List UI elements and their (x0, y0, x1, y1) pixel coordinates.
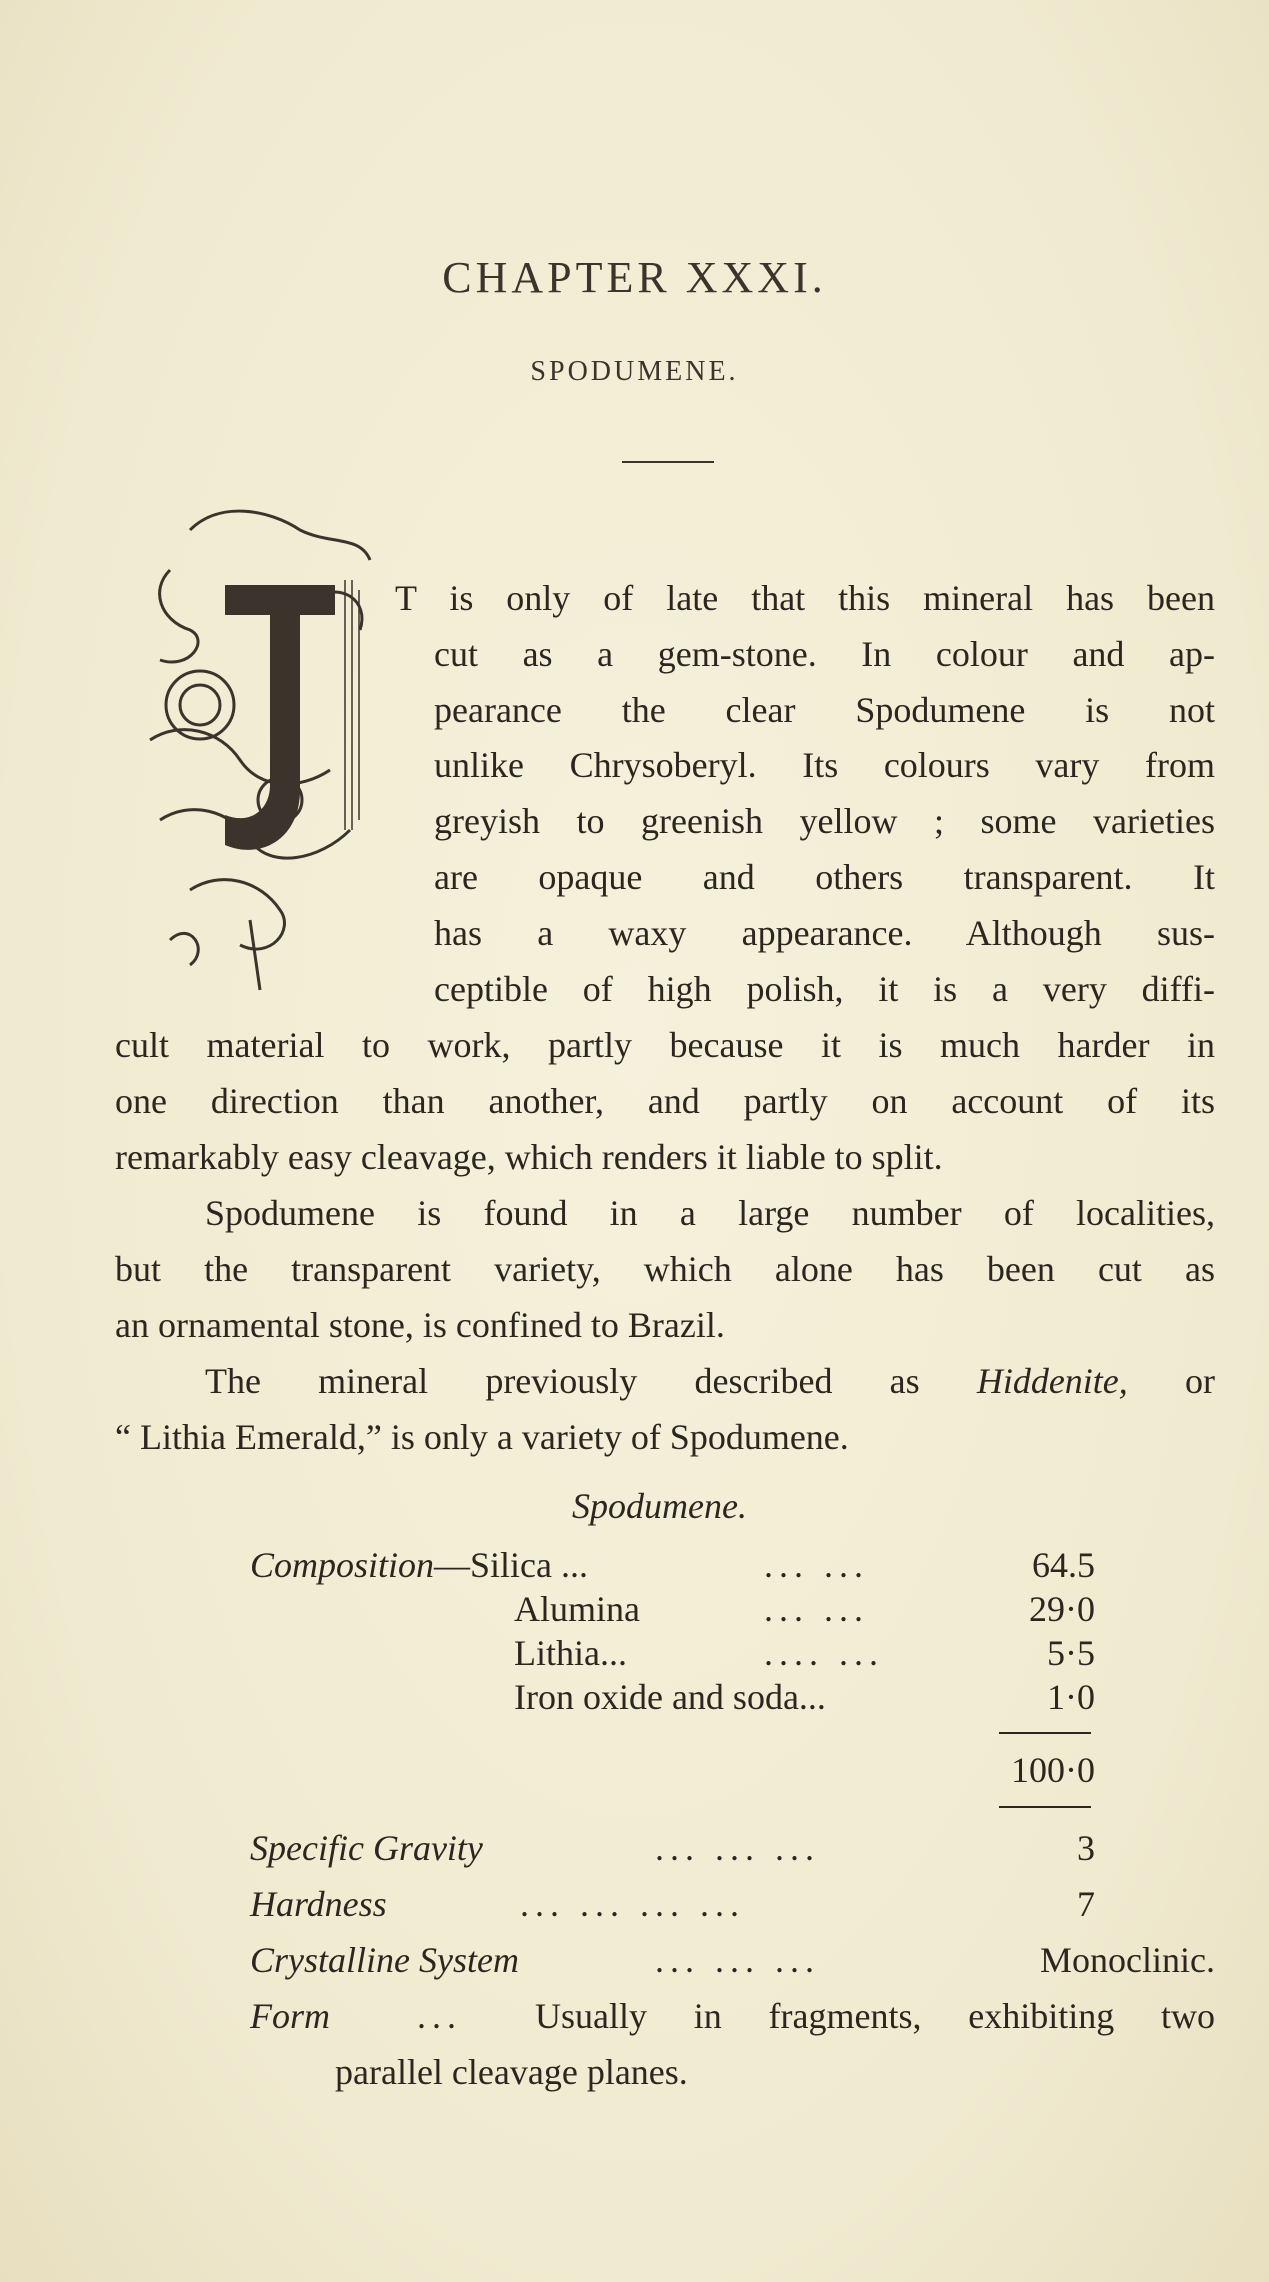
sum-rule-top (999, 1732, 1091, 1734)
composition-row-2-name: Alumina (514, 1589, 640, 1629)
composition-row-2-value: 29·0 (1029, 1589, 1095, 1629)
paragraph-3-line-2: “ Lithia Emerald,” is only a variety of Spodumene. (115, 1417, 849, 1457)
p3-start: The mineral previously described as (205, 1361, 977, 1401)
property-dots-specific-gravity: ... ... ... (655, 1828, 820, 1868)
composition-row-1-value: 64.5 (1032, 1545, 1095, 1585)
table-heading: Spodumene. (572, 1486, 747, 1526)
paragraph-3-line-1 (205, 1363, 1215, 1399)
paragraph-1-line-4: unlike Chrysoberyl. Its colours vary from (434, 745, 1215, 785)
property-value-specific-gravity: 3 (1077, 1828, 1095, 1868)
composition-row-3-value: 5·5 (1047, 1633, 1095, 1673)
paragraph-1-line-3: pearance the clear Spodumene is not (434, 690, 1215, 730)
property-dots-form: ... (417, 1996, 462, 2036)
paragraph-2-line-1: Spodumene is found in a large number of localities, (205, 1193, 1215, 1233)
paragraph-1-line-1: T is only of late that this mineral has been (395, 578, 1215, 618)
property-label-crystalline-system: Crystalline System (250, 1940, 519, 1980)
property-value-form-line-2: parallel cleavage planes. (335, 2052, 688, 2092)
paragraph-1-line-2: cut as a gem-stone. In colour and ap- (434, 634, 1215, 674)
paragraph-1-line-7: has a waxy appearance. Although sus- (434, 913, 1215, 953)
property-label-form: Form (250, 1996, 330, 2036)
composition-row-1-name: Silica ... (470, 1545, 589, 1585)
property-label-hardness: Hardness (250, 1884, 387, 1924)
paragraph-1-line-10: one direction than another, and partly on account of its (115, 1081, 1215, 1121)
paragraph-1-line-6: are opaque and others transparent. It (434, 857, 1215, 897)
paragraph-1-line-8: ceptible of high polish, it is a very diffi- (434, 969, 1215, 1009)
composition-row-4-name: Iron oxide and soda... (514, 1677, 826, 1717)
property-dots-crystalline-system: ... ... ... (655, 1940, 820, 1980)
hiddenite-term: Hiddenite, (976, 1361, 1128, 1401)
property-value-crystalline-system: Monoclinic. (1040, 1940, 1215, 1980)
sum-rule-bottom (999, 1806, 1091, 1808)
paragraph-1-line-5: greyish to greenish yellow ; some varieties (434, 801, 1215, 841)
property-value-hardness: 7 (1077, 1884, 1095, 1924)
chapter-heading: CHAPTER XXXI. (442, 253, 827, 302)
heading-rule (622, 461, 714, 463)
p3-end: or (1127, 1361, 1215, 1401)
paragraph-1-line-9: cult material to work, partly because it is much harder in (115, 1025, 1215, 1065)
property-value-form-line-1: Usually in fragments, exhibiting two (535, 1996, 1215, 2036)
composition-row-4-value: 1·0 (1047, 1677, 1095, 1717)
property-label-specific-gravity: Specific Gravity (250, 1828, 483, 1868)
property-dots-hardness: ... ... ... ... (520, 1884, 745, 1924)
paragraph-2-line-2: but the transparent variety, which alone has been cut as (115, 1249, 1215, 1289)
composition-row-3-dots: .... ... (764, 1633, 884, 1673)
chapter-subtitle: SPODUMENE. (530, 356, 739, 387)
ornamental-initial-icon (130, 490, 380, 1010)
composition-row-3-name: Lithia... (514, 1633, 627, 1673)
paragraph-2-line-3: an ornamental stone, is confined to Brazil. (115, 1305, 725, 1345)
paragraph-1-line-11: remarkably easy cleavage, which renders it liable to split. (115, 1137, 943, 1177)
composition-row-2-dots: ... ... (764, 1589, 869, 1629)
composition-total: 100·0 (1011, 1750, 1095, 1790)
composition-label: Composition—Silica ... (250, 1545, 589, 1585)
composition-row-1-dots: ... ... (764, 1545, 869, 1585)
